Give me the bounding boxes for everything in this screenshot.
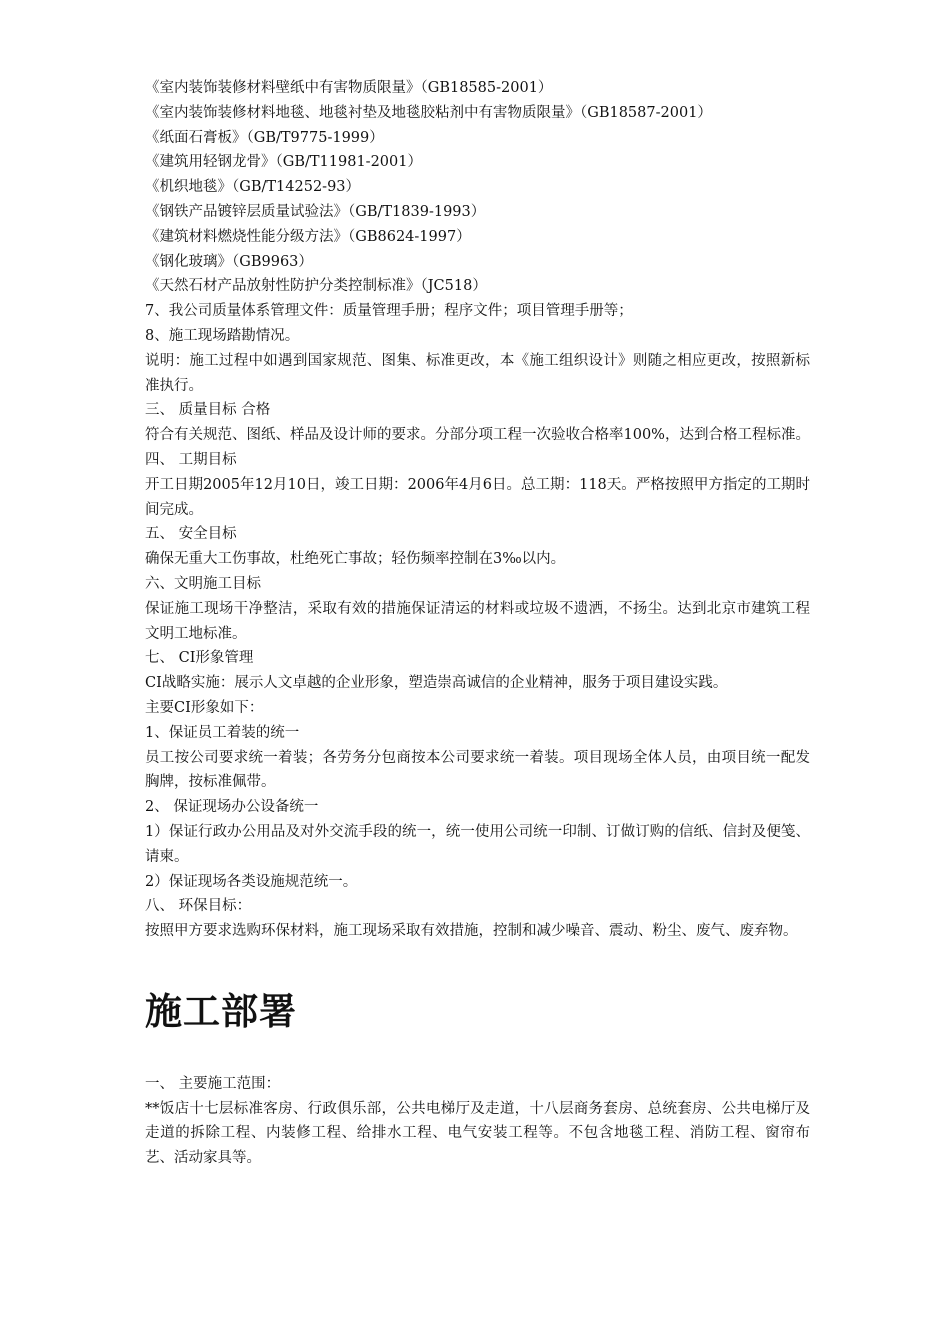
standard-line-9: 《天然石材产品放射性防护分类控制标准》（JC518）	[145, 278, 487, 295]
ci-item2-sub2: 2）保证现场各类设施规范统一。	[145, 873, 358, 890]
safety-goal-text: 确保无重大工伤事故，杜绝死亡事故；轻伤频率控制在3‰以内。	[145, 551, 566, 568]
env-goal-text: 按照甲方要求选购环保材料，施工现场采取有效措施，控制和减少噪音、震动、粉尘、废气、废弃物。	[145, 923, 798, 940]
civil-goal-title: 六、文明施工目标	[145, 575, 261, 592]
site-survey-line: 8、施工现场踏勘情况。	[145, 327, 300, 344]
ci-item2-title: 2、 保证现场办公设备统一	[145, 799, 319, 816]
env-goal-title: 八、 环保目标：	[145, 898, 252, 915]
standard-line-1: 《室内装饰装修材料壁纸中有害物质限量》（GB18585-2001）	[145, 80, 553, 96]
ci-main-line: 主要CI形象如下：	[145, 699, 264, 716]
ci-management-title: 七、 CI形象管理	[145, 650, 254, 667]
standard-line-5: 《机织地毯》（GB/T14252-93）	[145, 179, 361, 196]
document-page	[145, 76, 810, 1171]
standard-line-2: 《室内装饰装修材料地毯、地毯衬垫及地毯胶粘剂中有害物质限量》（GB18587-2001）	[145, 104, 712, 121]
section-heading: 施工部署	[145, 989, 297, 1033]
standard-line-7: 《建筑材料燃烧性能分级方法》（GB8624-1997）	[145, 228, 471, 245]
schedule-goal-text: 开工日期2005年12月10日，竣工日期：2006年4月6日。总工期：118天。严格按照甲方指定的工期时间完成。	[145, 476, 810, 518]
civil-goal-text: 保证施工现场干净整洁，采取有效的措施保证清运的材料或垃圾不遗洒，不扬尘。达到北京市建筑工程文明工地标准。	[145, 600, 810, 642]
quality-goal-text: 符合有关规范、图纸、样品及设计师的要求。分部分项工程一次验收合格率100%，达到合格工程标准。	[145, 427, 810, 444]
ci-item2-sub1: 1）保证行政办公用品及对外交流手段的统一，统一使用公司统一印制、订做订购的信纸、信封及便笺、请柬。	[145, 823, 810, 865]
ci-item1-title: 1、保证员工着装的统一	[145, 724, 300, 741]
quality-docs-line: 7、我公司质量体系管理文件：质量管理手册；程序文件；项目管理手册等；	[145, 303, 633, 320]
note-paragraph: 说明：施工过程中如遇到国家规范、图集、标准更改，本《施工组织设计》则随之相应更改，按照新标准执行。	[145, 352, 810, 394]
schedule-goal-title: 四、 工期目标	[145, 451, 237, 468]
ci-strategy-text: CI战略实施：展示人文卓越的企业形象，塑造崇高诚信的企业精神，服务于项目建设实践。	[145, 675, 728, 692]
scope-text: **饭店十七层标准客房、行政俱乐部，公共电梯厅及走道，十八层商务套房、总统套房、公共电梯厅及走道的拆除工程、内装修工程、给排水工程、电气安装工程等。不包含地毯工程、消防工程、窗帘布艺、活动家具等。	[145, 1100, 810, 1167]
scope-title: 一、 主要施工范围：	[145, 1075, 281, 1092]
standard-line-6: 《钢铁产品镀锌层质量试验法》（GB/T1839-1993）	[145, 203, 486, 220]
standard-line-4: 《建筑用轻钢龙骨》（GB/T11981-2001）	[145, 154, 422, 171]
quality-goal-title: 三、 质量目标 合格	[145, 402, 271, 419]
standard-line-3: 《纸面石膏板》（GB/T9775-1999）	[145, 129, 384, 146]
safety-goal-title: 五、 安全目标	[145, 526, 237, 543]
ci-item1-text: 员工按公司要求统一着装；各劳务分包商按本公司要求统一着装。项目现场全体人员，由项目统一配发胸牌，按标准佩带。	[145, 749, 810, 791]
standard-line-8: 《钢化玻璃》（GB9963）	[145, 253, 313, 270]
